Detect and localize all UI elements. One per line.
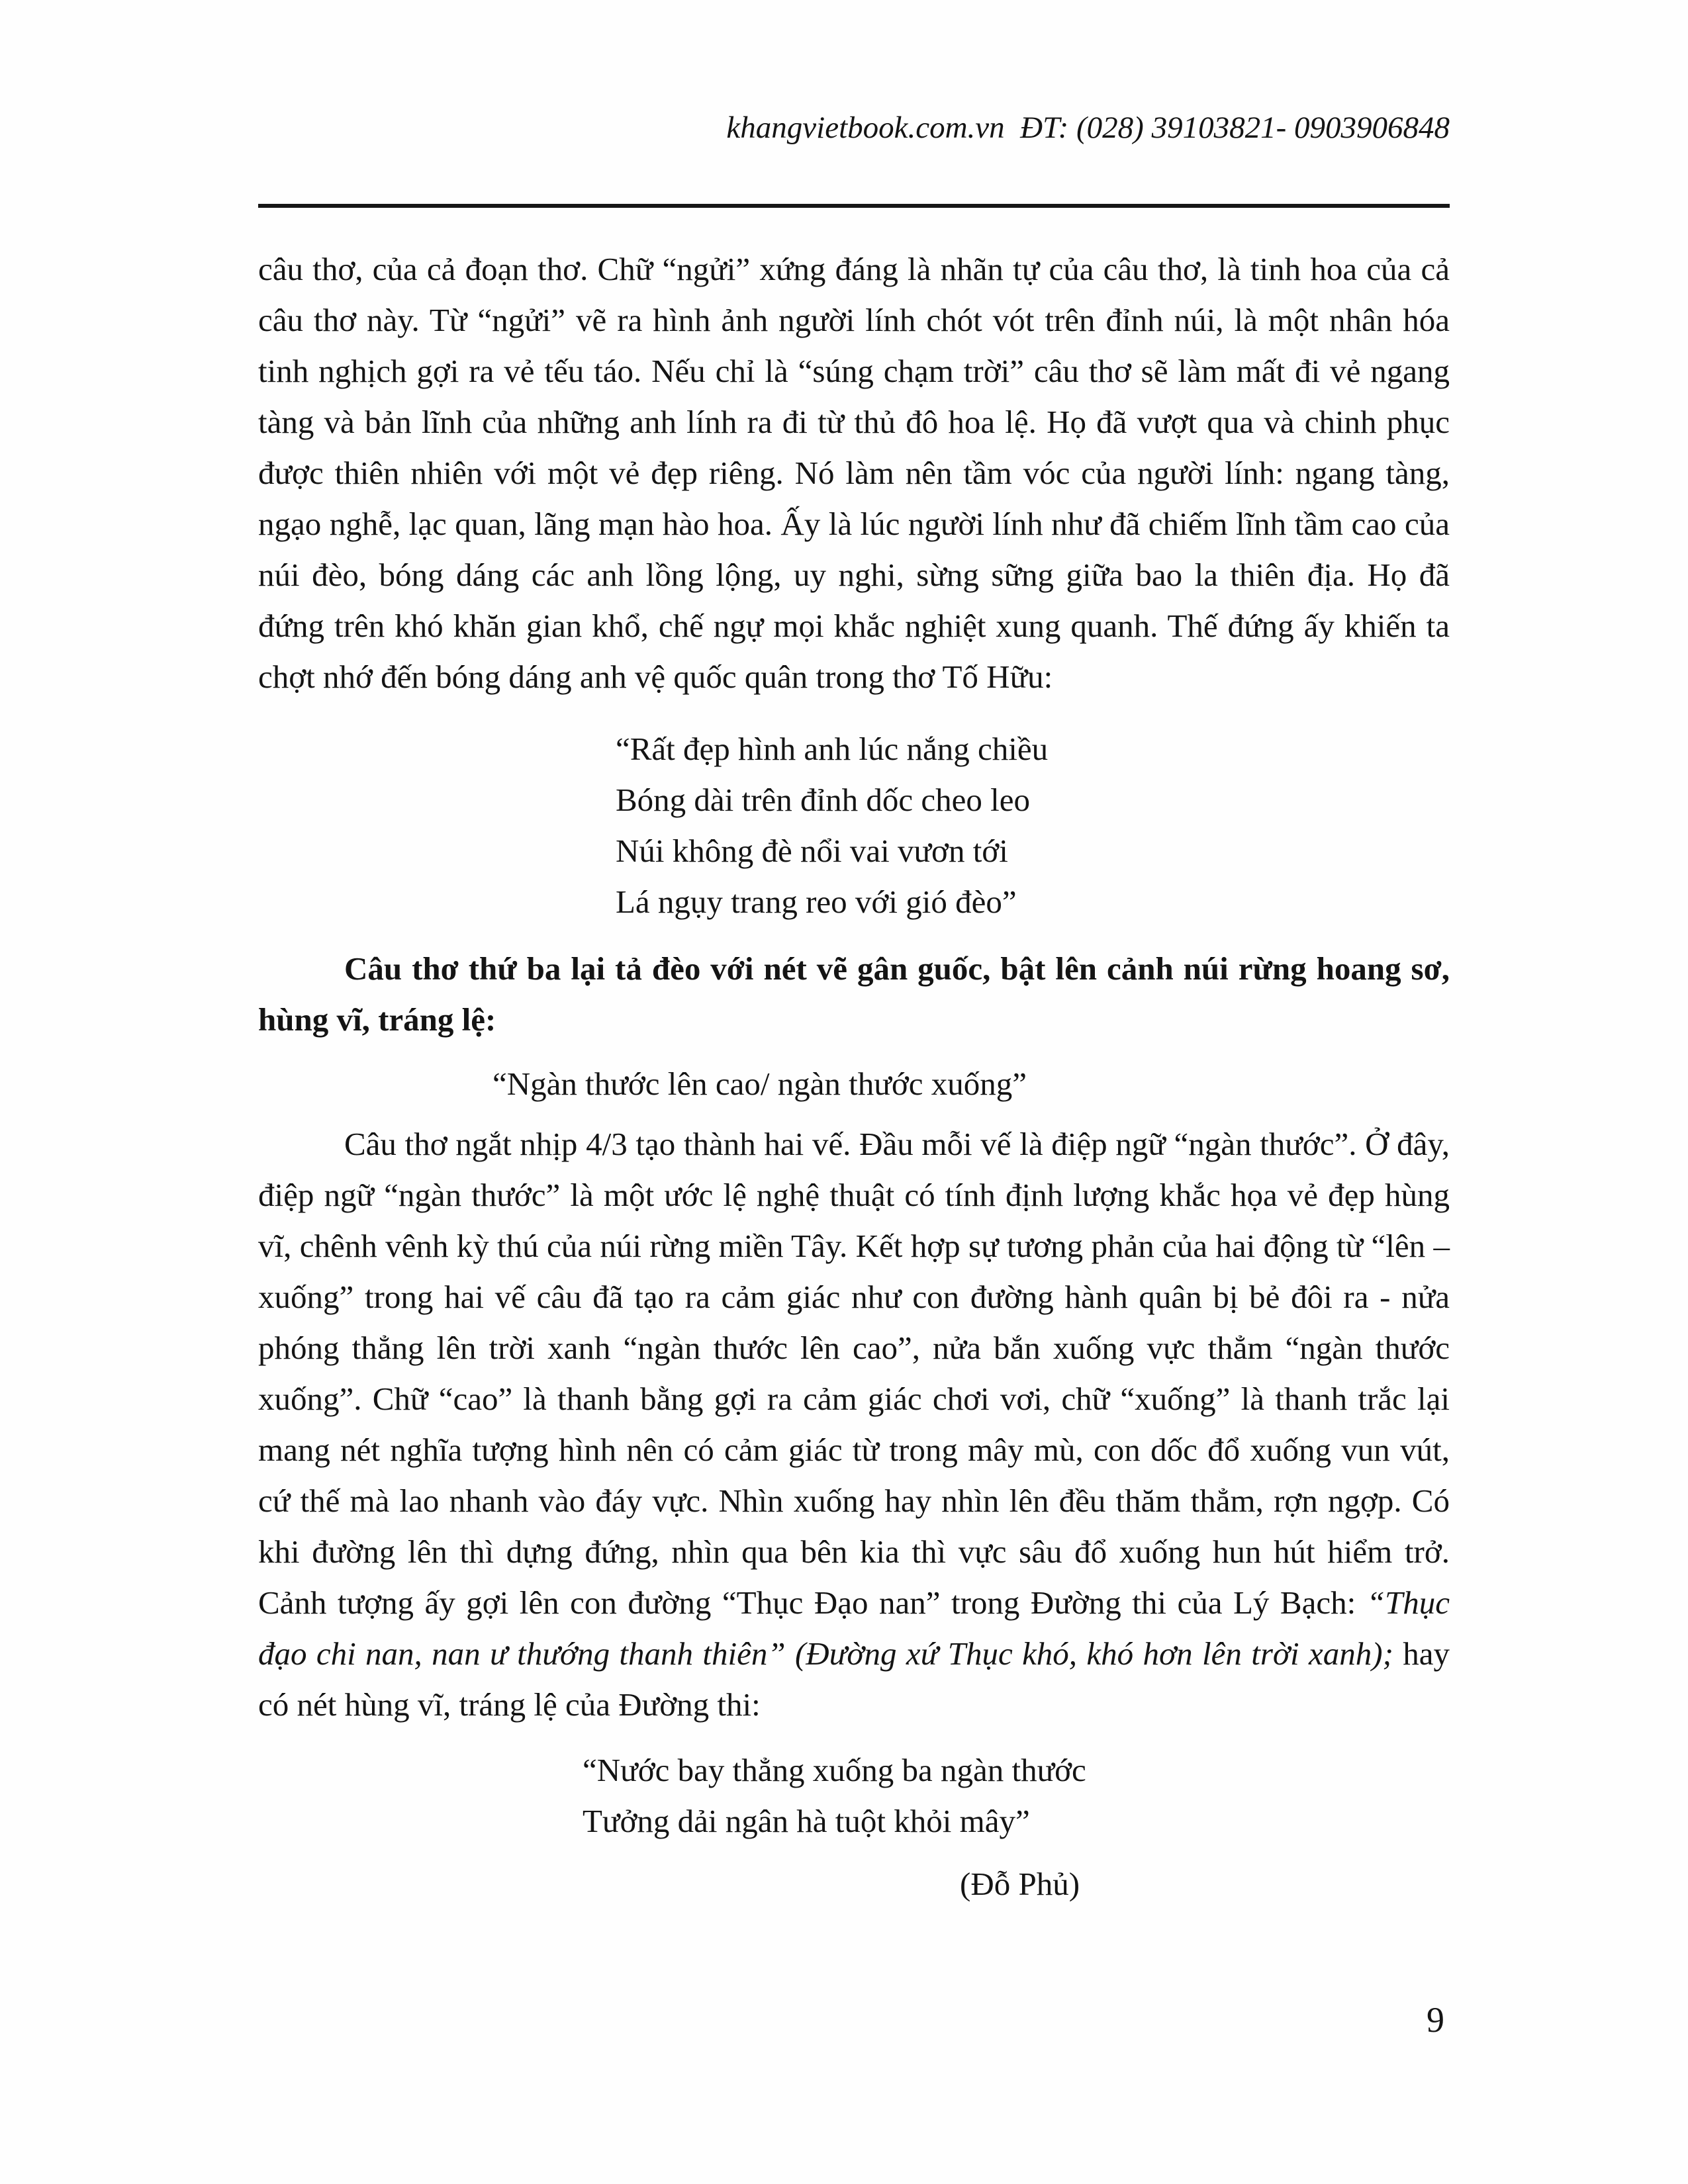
- poem-line: “Rất đẹp hình anh lúc nắng chiều: [616, 731, 1049, 767]
- header-text: khangvietbook.com.vn ĐT: (028) 39103821- 0903906848: [726, 111, 1450, 145]
- poem-line: Núi không đè nổi vai vươn tới: [616, 833, 1008, 869]
- page-header: [258, 0, 1450, 185]
- page-content: [258, 0, 1450, 1909]
- analysis-text-lead: Câu thơ ngắt nhịp 4/3 tạo thành hai vế. Đầu mỗi vế là điệp ngữ “ngàn thước”. Ở đây, điệp ngữ “ngàn thước” là một ước lệ nghệ thuật có tính định lượng khắc họa vẻ đẹp hùng vĩ, chênh vênh kỳ thú của núi rừng miền Tây. Kết hợp sự tương phản của hai động từ “lên – xuống” trong hai vế câu đã tạo ra cảm giác như con đường hành quân bị bẻ đôi ra - nửa phóng thẳng lên trời xanh “ngàn thước lên cao”, nửa bắn xuống vực thẳm “ngàn thước xuống”. Chữ “cao” là thanh bằng gợi ra cảm giác chơi vơi, chữ “xuống” là thanh trắc lại mang nét nghĩa tượng hình nên có cảm giác từ trong mây mù, con dốc đổ xuống vun vút, cứ thế mà lao nhanh vào đáy vực. Nhìn xuống hay nhìn lên đều thăm thẳm, rợn ngợp. Có khi đường lên thì dựng đứng, nhìn qua bên kia thì vực sâu đổ xuống hun hút hiểm trở. Cảnh tượng ấy gợi lên con đường “Thục Đạo nan” trong Đường thi của Lý Bạch:: [258, 1126, 1450, 1621]
- poem-line: Lá ngụy trang reo với gió đèo”: [616, 884, 1017, 920]
- poem-line: Tưởng dải ngân hà tuột khỏi mây”: [583, 1803, 1030, 1839]
- poem-attribution: (Đỗ Phủ): [960, 1866, 1080, 1902]
- poem-line: Bóng dài trên đỉnh dốc cheo leo: [616, 782, 1030, 818]
- paragraph-analysis: [258, 1118, 1450, 1730]
- analysis-italic-citation: “Thục đạo chi nan, nan ư thướng thanh thiên” (Đường xứ Thục khó, khó hơn lên trời xanh);: [258, 1584, 1450, 1672]
- page-number: 9: [1427, 2000, 1444, 2040]
- poem-quote-to-huu: [616, 723, 1450, 927]
- verse-quote-line: “Ngàn thước lên cao/ ngàn thước xuống”: [492, 1066, 1027, 1102]
- poem-line: “Nước bay thẳng xuống ba ngàn thước: [583, 1752, 1086, 1788]
- header-rule: [258, 204, 1450, 208]
- poem-quote-do-phu: [583, 1745, 1450, 1846]
- analysis-text-tail: hay có nét hùng vĩ, tráng lệ của Đường thi:: [258, 1635, 1450, 1723]
- paragraph-continuation: câu thơ, của cả đoạn thơ. Chữ “ngửi” xứng đáng là nhãn tự của câu thơ, là tinh hoa của cả câu thơ này. Từ “ngửi” vẽ ra hình ảnh người lính chót vót trên đỉnh núi, là một nhân hóa tinh nghịch gợi ra vẻ tếu táo. Nếu chỉ là “súng chạm trời” câu thơ sẽ làm mất đi vẻ ngang tàng và bản lĩnh của những anh lính ra đi từ thủ đô hoa lệ. Họ đã vượt qua và chinh phục được thiên nhiên với một vẻ đẹp riêng. Nó làm nên tầm vóc của người lính: ngang tàng, ngạo nghễ, lạc quan, lãng mạn hào hoa. Ấy là lúc người lính như đã chiếm lĩnh tầm cao của núi đèo, bóng dáng các anh lồng lộng, uy nghi, sừng sững giữa bao la thiên địa. Họ đã đứng trên khó khăn gian khổ, chế ngự mọi khắc nghiệt xung quanh. Thế đứng ấy khiến ta chợt nhớ đến bóng dáng anh vệ quốc quân trong thơ Tố Hữu:: [258, 251, 1450, 695]
- paragraph-bold-lead: Câu thơ thứ ba lại tả đèo với nét vẽ gân guốc, bật lên cảnh núi rừng hoang sơ, hùng vĩ, tráng lệ:: [258, 950, 1450, 1038]
